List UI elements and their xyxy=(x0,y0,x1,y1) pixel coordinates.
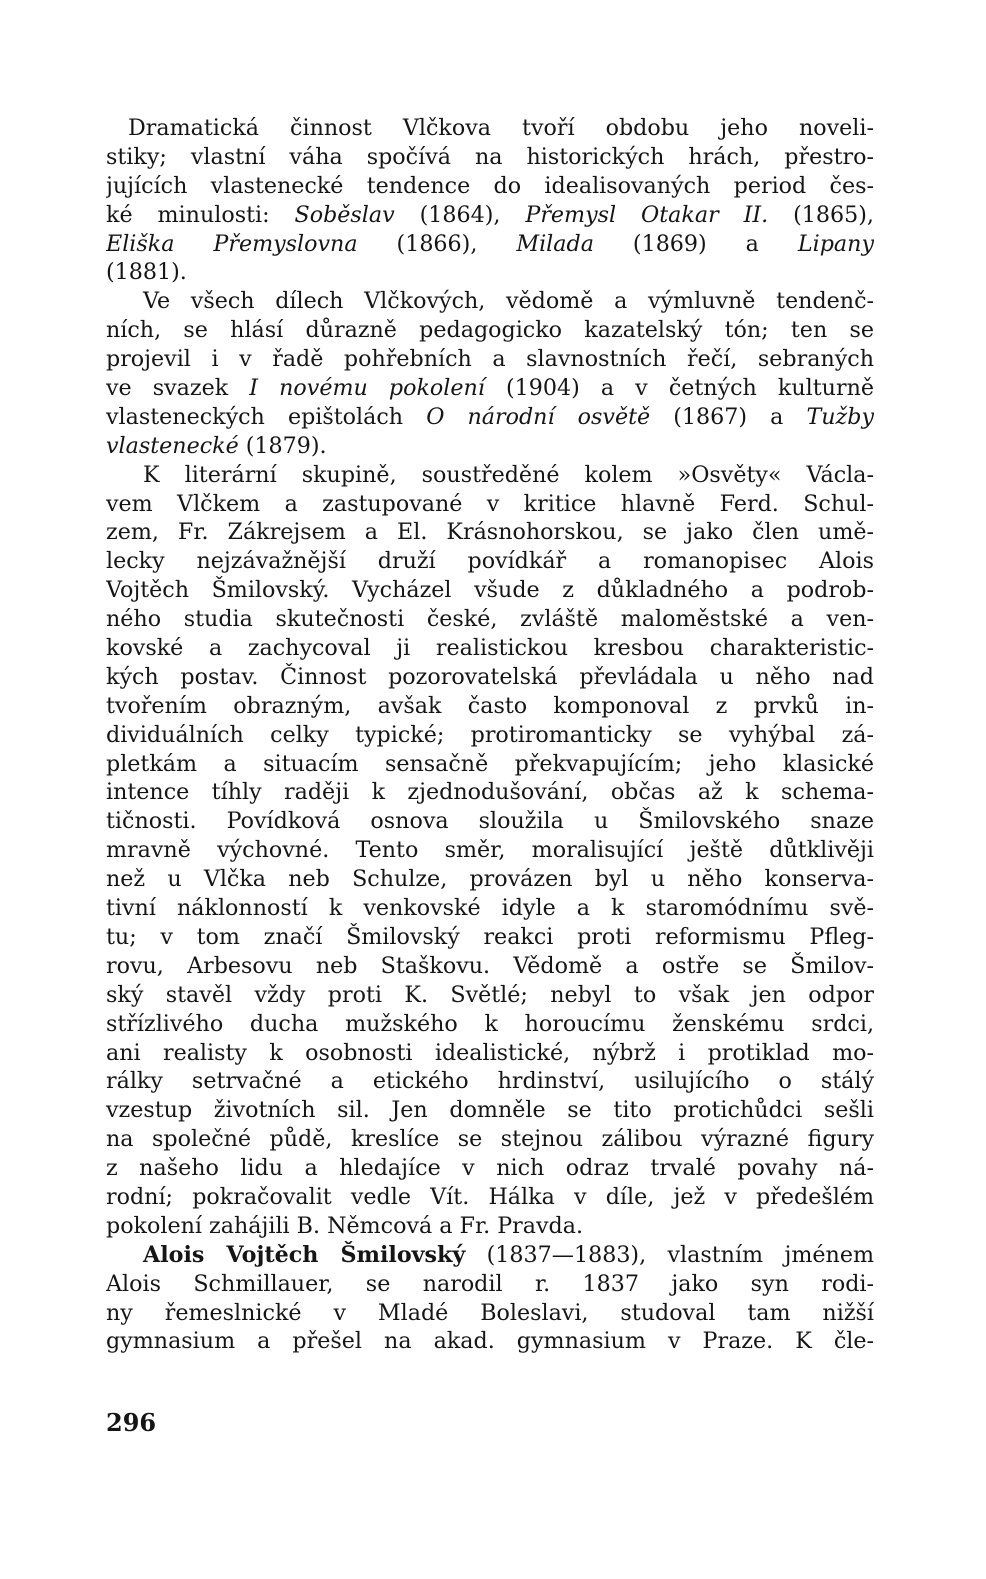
text-line: vzestup životních sil. Jen domněle se tito protichůdci sešli xyxy=(106,1097,874,1124)
work-title: Milada xyxy=(516,230,594,257)
text-line: dividuálních celky typické; protiromanticky se vyhýbal zá- xyxy=(106,721,874,748)
text-line xyxy=(106,1241,874,1270)
text-line: Vojtěch Šmilovský. Vycházel všude z důkladného a podrob- xyxy=(106,577,874,604)
text-line xyxy=(106,432,874,461)
text-line: rálky setrvačné a etického hrdinství, usilujícího o stálý xyxy=(106,1068,874,1095)
text-line: rodní; pokračovalit vedle Vít. Hálka v díle, jež v předešlém xyxy=(106,1183,874,1210)
text-segment: ve svazek xyxy=(106,375,250,402)
text-line: jujících vlastenecké tendence do idealisovaných period čes- xyxy=(106,172,874,199)
text-segment: (1879). xyxy=(238,432,327,459)
text-line: pletkám a situacím sensačně překvapujícím; jeho klasické xyxy=(106,750,874,777)
text-line: kovské a zachycoval ji realistickou kresbou charakteristic- xyxy=(106,635,874,662)
text-segment: (1867) a xyxy=(650,403,807,430)
text-segment: (1865), xyxy=(768,201,874,228)
text-segment: (1869) a xyxy=(593,230,798,257)
text-line: tičnosti. Povídková osnova sloužila u Šmilovského snaze xyxy=(106,808,874,835)
text-segment: (1864), xyxy=(394,201,526,228)
text-segment: vlasteneckých epištolách xyxy=(106,403,427,430)
work-title: Tužby xyxy=(806,403,874,430)
work-title: Eliška Přemyslovna xyxy=(106,230,358,257)
text-line: pokolení zahájili B. Němcová a Fr. Pravda. xyxy=(106,1212,584,1239)
text-line: střízlivého ducha mužského k horoucímu ženskému srdci, xyxy=(106,1010,874,1037)
text-line: (1881). xyxy=(106,259,187,286)
text-line: intence tíhly raději k zjednodušování, občas až k schema- xyxy=(106,779,874,806)
text-segment: ké minulosti: xyxy=(106,201,295,228)
text-line xyxy=(106,403,874,432)
author-name: Alois Vojtěch Šmilovský xyxy=(143,1241,466,1268)
text-segment: (1837—1883), vlastním jménem xyxy=(465,1241,874,1268)
text-line: ský stavěl vždy proti K. Světlé; nebyl to však jen odpor xyxy=(106,981,874,1008)
text-line: než u Vlčka neb Schulze, provázen byl u něho konserva- xyxy=(106,866,874,893)
text-line: gymnasium a přešel na akad. gymnasium v Praze. K čle- xyxy=(106,1328,874,1355)
text-line: Dramatická činnost Vlčkova tvoří obdobu jeho noveli- xyxy=(128,115,874,141)
text-line: z našeho lidu a hledajíce v nich odraz trvalé povahy ná- xyxy=(106,1155,874,1182)
text-line: zem, Fr. Zákrejsem a El. Krásnohorskou, se jako člen umě- xyxy=(106,519,874,546)
text-segment: (1904) a v četných kulturně xyxy=(484,375,874,402)
text-line: stiky; vlastní váha spočívá na historických hrách, přestro- xyxy=(106,143,874,170)
work-title: vlastenecké xyxy=(106,432,239,459)
text-line: ny řemeslnické v Mladé Boleslavi, studoval tam nižší xyxy=(106,1299,874,1326)
work-title: Soběslav xyxy=(294,201,395,228)
work-title: Lipany xyxy=(797,230,874,257)
text-line: Ve všech dílech Vlčkových, vědomě a výmluvně tendenč- xyxy=(143,288,874,315)
body-text xyxy=(106,114,874,1356)
text-line xyxy=(106,230,874,259)
text-line: tvořením obrazným, avšak často komponoval z prvků in- xyxy=(106,692,874,719)
work-title: Přemysl Otakar II. xyxy=(525,201,769,228)
text-line: ného studia skutečnosti české, zvláště maloměstské a ven- xyxy=(106,606,874,633)
work-title: O národní osvětě xyxy=(426,403,651,430)
text-line: vem Vlčkem a zastupované v kritice hlavně Ferd. Schul- xyxy=(106,490,874,517)
page-number: 296 xyxy=(106,1408,157,1437)
text-line xyxy=(106,374,874,403)
text-line xyxy=(106,201,874,230)
work-title: I novému pokolení xyxy=(249,375,485,402)
text-line: ních, se hlásí důrazně pedagogicko kazatelský tón; ten se xyxy=(106,317,874,344)
text-line: Alois Schmillauer, se narodil r. 1837 jako syn rodi- xyxy=(106,1270,874,1297)
text-line: mravně výchovné. Tento směr, moralisující ještě důtklivěji xyxy=(106,837,874,864)
text-line: kých postav. Činnost pozorovatelská převládala u něho nad xyxy=(106,663,874,690)
text-line: tu; v tom značí Šmilovský reakci proti reformismu Pfleg- xyxy=(106,923,874,950)
text-line: ani realisty k osobnosti idealistické, nýbrž i protiklad mo- xyxy=(106,1039,874,1066)
text-line: tivní náklonností k venkovské idyle a k staromódnímu svě- xyxy=(106,895,874,922)
text-line: K literární skupině, soustředěné kolem »Osvěty« Václa- xyxy=(143,461,874,488)
text-line: projevil i v řadě pohřebních a slavnostních řečí, sebraných xyxy=(106,346,874,373)
text-line: rovu, Arbesovu neb Staškovu. Vědomě a ostře se Šmilov- xyxy=(106,952,874,979)
text-segment: (1866), xyxy=(357,230,517,257)
text-line: na společné půdě, kreslíce se stejnou zálibou výrazné figury xyxy=(106,1126,874,1153)
text-line: lecky nejzávažnější druží povídkář a romanopisec Alois xyxy=(106,548,874,575)
